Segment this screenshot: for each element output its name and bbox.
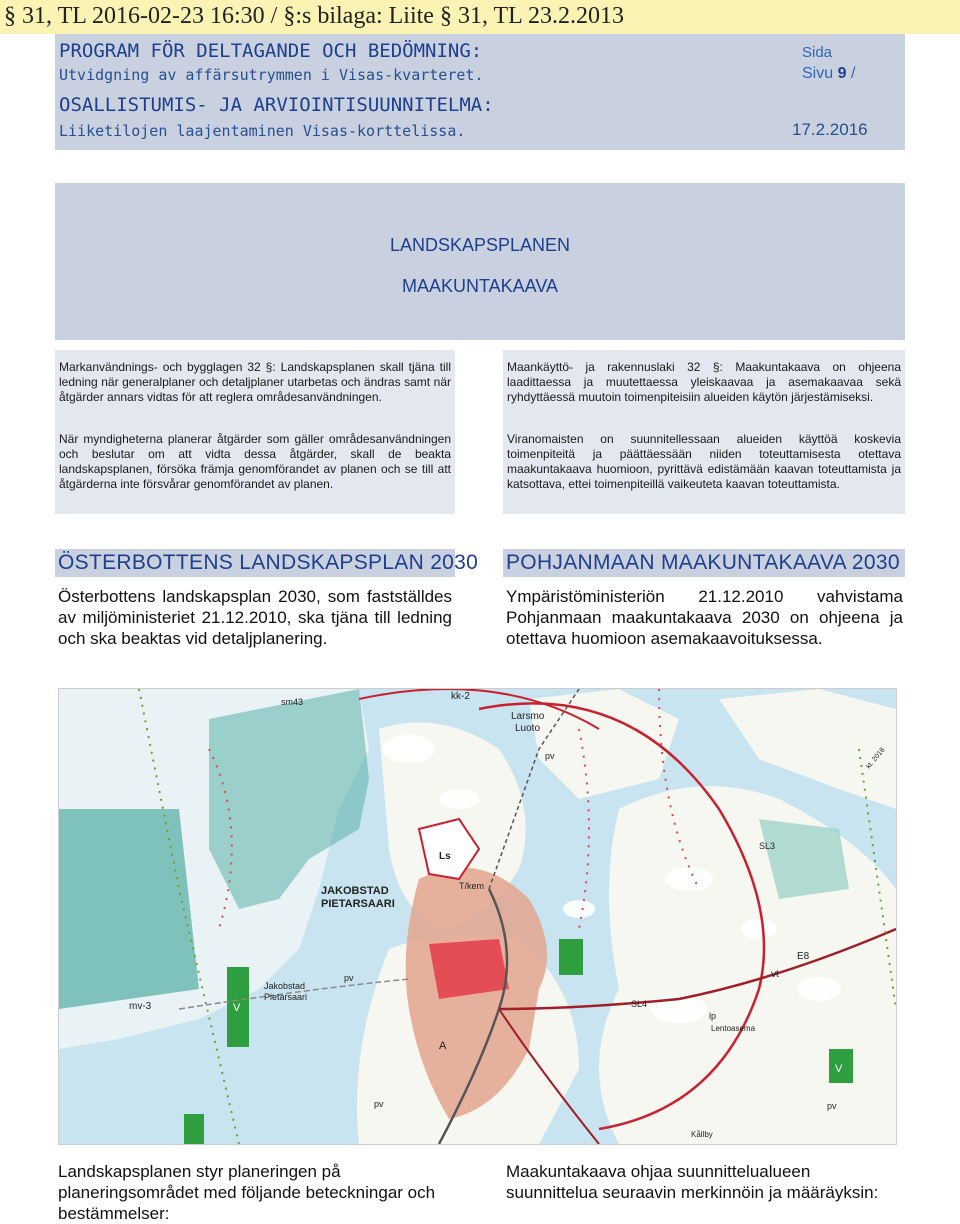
section-title-fi: MAAKUNTAKAAVA — [401, 276, 559, 296]
caption-fi: Maakuntakaava ohjaa suunnittelualueen suunnittelua seuraavin merkinnöin ja määräyksin: — [506, 1162, 879, 1202]
label-road-km: kt. 2018 — [865, 746, 887, 771]
label-jakobstad: JAKOBSTAD — [321, 885, 389, 897]
label-vt: vt — [771, 969, 779, 980]
top-reference-bar — [0, 0, 960, 34]
header-subtitle-fi: Liiketilojen laajentaminen Visas-korttelissa. — [59, 122, 466, 140]
label-lentoasema: Lentoasema — [711, 1024, 756, 1033]
label-mv: mv-3 — [129, 1001, 152, 1012]
header-date: 17.2.2016 — [792, 120, 868, 139]
caption-sv: Landskapsplanen styr planeringen på planeringsområdet med följande beteckningar och bestämmelser: — [58, 1162, 436, 1223]
page-label-fi: Sivu — [802, 65, 834, 82]
heading-sv-plan-text: ÖSTERBOTTENS LANDSKAPSPLAN 2030 — [58, 551, 479, 574]
page-number-row — [802, 65, 855, 83]
header-title-fi: OSALLISTUMIS- JA ARVIOINTISUUNNITELMA: — [59, 94, 494, 116]
teal-zone-west — [59, 809, 199, 1009]
label-larsmo: Larsmo — [511, 711, 545, 722]
label-ls: Ls — [439, 851, 451, 862]
intro-sv: Österbottens landskapsplan 2030, som fastställdes av miljöministeriet 21.12.2010, ska tjäna till ledning och ska beaktas vid detaljplanering. — [58, 587, 452, 648]
page-separator: / — [850, 65, 856, 82]
label-v-left: V — [233, 1002, 241, 1014]
law-fi-paragraph-1: Maankäyttö- ja rakennuslaki 32 §: Maakuntakaava on ohjeena laadittaessa ja muutettaessa yleiskaavaa ja asemakaavaa sekä ryhdyttäessä muutoin toimenpiteisiin alueiden käytön järjestämiseksi. — [507, 360, 901, 404]
label-pv-top: pv — [545, 751, 555, 761]
city-centre — [429, 939, 509, 999]
label-a-mid: A — [439, 1040, 447, 1052]
label-kem: T/kem — [459, 881, 485, 891]
heading-fi-plan — [503, 549, 905, 577]
law-sv-paragraph-2: När myndigheterna planerar åtgärder som gäller områdesanvändningen och beslutar om att vidta dessa åtgärder, skall de beakta landskapsplanen, försöka främja genomförandet av planen och se till att åtgärderna inte försvårar genomförandet av planen. — [59, 432, 451, 491]
label-jakobstad-small: Jakobstad — [264, 981, 306, 991]
map-svg — [59, 689, 896, 1144]
page-number: 9 — [837, 65, 847, 82]
label-kk2: kk-2 — [451, 691, 470, 702]
regional-plan-map — [58, 688, 897, 1145]
intro-fi: Ympäristöministeriön 21.12.2010 vahvistama Pohjanmaan maakuntakaava 2030 on ohjeena ja otettava huomioon asemakaavoituksessa. — [506, 587, 903, 648]
header-title-sv: PROGRAM FÖR DELTAGANDE OCH BEDÖMNING: — [59, 40, 483, 62]
heading-fi-plan-text: POHJANMAAN MAAKUNTAKAAVA 2030 — [506, 551, 900, 574]
label-kalle: Kållby — [691, 1130, 713, 1139]
section-title-sv: LANDSKAPSPLANEN — [389, 235, 571, 255]
label-pv-left: pv — [344, 973, 354, 983]
law-box-sv — [55, 350, 455, 514]
reference-text: § 31, TL 2016-02-23 16:30 / §:s bilaga: Liite § 31, TL 23.2.2013 — [4, 3, 624, 29]
law-box-fi — [503, 350, 905, 514]
heading-sv-plan — [55, 549, 479, 577]
header-subtitle-sv: Utvidgning av affärsutrymmen i Visas-kvarteret. — [59, 66, 484, 84]
label-pietarsaari: PIETARSAARI — [321, 898, 395, 910]
label-pietarsaari-small: Pietarsaari — [264, 992, 308, 1002]
label-e8: E8 — [797, 951, 810, 962]
label-pv-right: pv — [827, 1101, 837, 1111]
section-title-box — [55, 183, 905, 340]
document-header — [55, 34, 905, 150]
label-sl4: SL4 — [631, 999, 648, 1009]
label-luoto: Luoto — [515, 723, 541, 734]
page-label-sv: Sida — [802, 44, 833, 61]
label-sl3: SL3 — [759, 841, 776, 851]
label-pv-bottom: pv — [374, 1099, 384, 1109]
label-v-right: V — [835, 1063, 843, 1075]
law-sv-paragraph-1: Markanvändnings- och bygglagen 32 §: Landskapsplanen skall tjäna till ledning när generalplaner och detaljplaner utarbetas och ändras samt när åtgärder annars vidtas för att reglera områdesanvändningen. — [59, 360, 451, 404]
label-sm43: sm43 — [281, 697, 304, 707]
law-fi-paragraph-2: Viranomaisten on suunnitellessaan alueiden käyttöä koskevia toimenpiteitä ja päättäessään niiden toteuttamisesta otettava maakuntakaava huomioon, pyrittävä edistämään kaavan toteuttamista ja katsottava, ettei toimenpiteillä vaikeuteta kaavan toteuttamista. — [507, 432, 901, 491]
label-lp: lp — [709, 1011, 717, 1021]
